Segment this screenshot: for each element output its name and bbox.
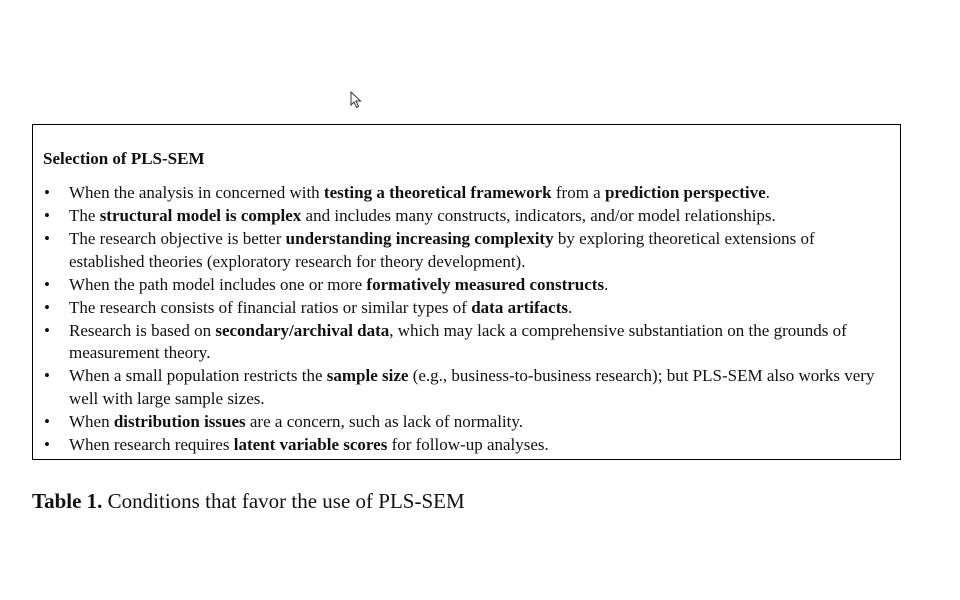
bullet-icon: • [44, 297, 50, 317]
item-text: The research objective is better [69, 229, 286, 248]
emphasis-text: testing a theoretical framework [323, 183, 552, 202]
item-text: for follow-up analyses. [387, 434, 549, 454]
item-text: and includes many constructs, indicators, and/or model relationships. [301, 206, 776, 225]
emphasis-text: sample size [326, 366, 409, 385]
list-item [33, 228, 902, 273]
list-item [33, 182, 902, 205]
item-text: The [69, 206, 100, 225]
item-text: When the analysis in concerned with [69, 183, 324, 202]
caption-text: Conditions that favor the use of PLS-SEM [102, 489, 465, 513]
emphasis-text: latent variable scores [233, 434, 388, 454]
item-text: When research requires [69, 434, 234, 454]
list-item [33, 434, 902, 457]
bullet-icon: • [44, 229, 50, 248]
item-text: . [765, 183, 770, 202]
bullet-icon: • [44, 183, 50, 202]
emphasis-text: formatively measured constructs [366, 274, 605, 294]
emphasis-text: prediction perspective [604, 183, 766, 202]
bullet-icon: • [44, 366, 50, 385]
item-text: from a [551, 183, 605, 202]
item-text: Research is based on [69, 320, 216, 340]
bullet-icon: • [44, 434, 50, 454]
emphasis-text: structural model is complex [99, 206, 302, 225]
list-item [33, 205, 902, 228]
conditions-box [32, 124, 901, 460]
caption-label: Table 1. [32, 489, 103, 513]
item-text: The research consists of financial ratios or similar types of [69, 297, 472, 317]
list-item [33, 320, 902, 365]
item-text: (e.g., business-to-business research); but PLS-SEM also works very well with large sample sizes. [69, 366, 875, 408]
item-text: When a small population restricts the [69, 366, 327, 385]
emphasis-text: understanding increasing complexity [285, 229, 554, 248]
bullet-icon: • [44, 206, 50, 225]
box-title: Selection of PLS-SEM [43, 149, 205, 168]
list-item [33, 365, 902, 410]
list-item [33, 411, 902, 434]
item-text: . [604, 274, 609, 294]
item-text: , which may lack a comprehensive substantiation on the grounds of measurement theory. [69, 320, 847, 362]
table-caption [32, 488, 465, 514]
bullet-icon: • [44, 274, 50, 294]
item-text: are a concern, such as lack of normality. [245, 411, 524, 431]
emphasis-text: distribution issues [113, 411, 246, 431]
emphasis-text: data artifacts [471, 297, 568, 317]
bullet-icon: • [44, 411, 50, 431]
list-item [33, 297, 902, 320]
item-text: When the path model includes one or more [69, 274, 367, 294]
item-text: When [69, 411, 114, 431]
list-item [33, 274, 902, 297]
conditions-list [33, 182, 902, 457]
bullet-icon: • [44, 320, 50, 340]
mouse-pointer-icon [350, 91, 362, 109]
emphasis-text: secondary/archival data [215, 320, 390, 340]
item-text: by exploring theoretical extensions of established theories (exploratory research for theory development). [69, 229, 815, 271]
item-text: . [568, 297, 573, 317]
